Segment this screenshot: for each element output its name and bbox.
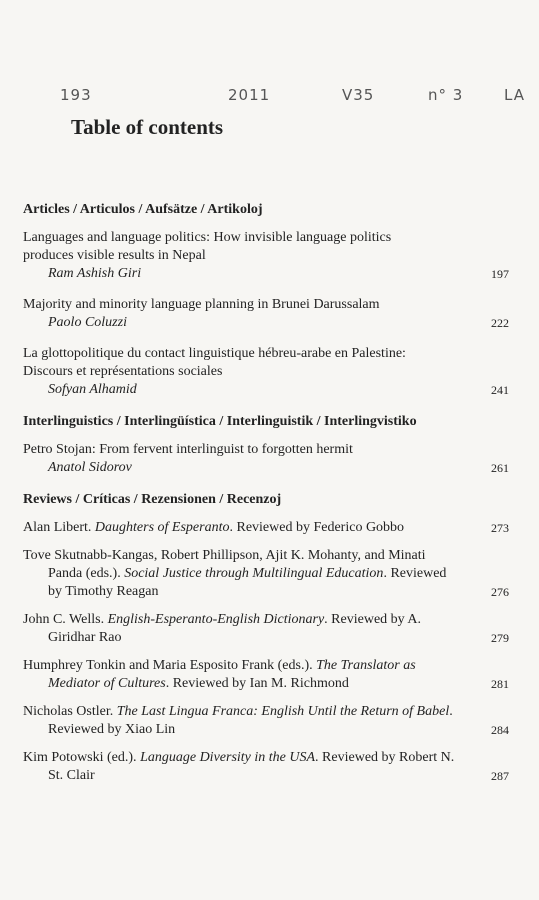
handwritten-number: n° 3 [428,86,464,104]
entry-title-line: Languages and language politics: How invisible language politics [23,230,392,245]
review-entry [23,547,511,601]
review-reviewer: . Reviewed by Ian M. Richmond [165,676,349,691]
review-reviewer: . Reviewed by Timothy Reagan [48,566,447,599]
review-entry [23,703,511,739]
entry-author: Anatol Sidorov [48,460,132,475]
review-author: Kim Potowski (ed.). [23,750,141,765]
entry-title-line: Majority and minority language planning in Brunei Darussalam [23,297,380,312]
section-heading: Interlinguistics / Interlingüística / Interlinguistik / Interlingvistiko [23,414,417,429]
review-page-number: 281 [491,677,509,691]
review-entry [23,749,511,785]
page-title: Table of contents [71,115,224,139]
review-reviewer: . Reviewed by Federico Gobbo [229,520,405,535]
entry-page-number: 241 [491,383,509,397]
handwritten-code: LA [504,86,525,104]
toc-entry [23,345,511,399]
toc-entry [23,441,511,477]
entry-title-line: produces visible results in Nepal [23,248,206,263]
handwritten-volume: V35 [342,86,375,104]
review-page-number: 287 [491,769,509,783]
review-author: Humphrey Tonkin and Maria Esposito Frank (eds.). [23,658,317,673]
toc-entry [23,229,511,283]
review-book-title: The Translator as Mediator of Cultures [48,658,416,691]
review-book-title: English-Esperanto-English Dictionary [107,612,325,627]
handwritten-year: 2011 [228,86,271,104]
review-reviewer: . Reviewed by Robert N. St. Clair [48,750,455,783]
entry-title-line: Petro Stojan: From fervent interlinguist to forgotten hermit [23,442,353,457]
section-heading: Articles / Articulos / Aufsätze / Artikoloj [23,202,263,217]
review-entry [23,611,511,647]
review-book-title: Social Justice through Multilingual Education [124,566,384,581]
section-heading: Reviews / Críticas / Rezensionen / Recenzoj [23,492,282,507]
review-author: John C. Wells. [23,612,108,627]
review-book-title: Language Diversity in the USA [140,750,316,765]
section-articles [23,200,511,399]
review-book-title: The Last Lingua Franca: English Until the Return of Babel [116,704,450,719]
entry-page-number: 261 [491,461,509,475]
review-page-number: 279 [491,631,509,645]
entry-title-line: La glottopolitique du contact linguistique hébreu-arabe en Palestine: [23,346,406,361]
review-author: Alan Libert. [23,520,95,535]
section-interlinguistics [23,412,511,477]
review-page-number: 273 [491,521,509,535]
review-reviewer: . Reviewed by A. Giridhar Rao [48,612,421,645]
review-page-number: 284 [491,723,509,737]
entry-title-line: Discours et représentations sociales [23,364,223,379]
entry-page-number: 222 [491,316,509,330]
review-page-number: 276 [491,585,509,599]
toc-content [23,200,511,797]
entry-page-number: 197 [491,267,509,281]
toc-entry [23,296,511,332]
review-entry [23,657,511,693]
entry-author: Ram Ashish Giri [48,266,142,281]
entry-author: Paolo Coluzzi [48,315,127,330]
review-entry [23,519,511,537]
review-book-title: Daughters of Esperanto [94,520,230,535]
review-author: Nicholas Ostler. [23,704,117,719]
entry-author: Sofyan Alhamid [48,382,137,397]
review-reviewer: . Reviewed by Xiao Lin [48,704,453,737]
handwritten-page-ref: 193 [60,86,92,104]
section-reviews [23,490,511,785]
review-author: Tove Skutnabb-Kangas, Robert Phillipson, Ajit K. Mohanty, and Minati Panda (eds.). [23,548,426,581]
